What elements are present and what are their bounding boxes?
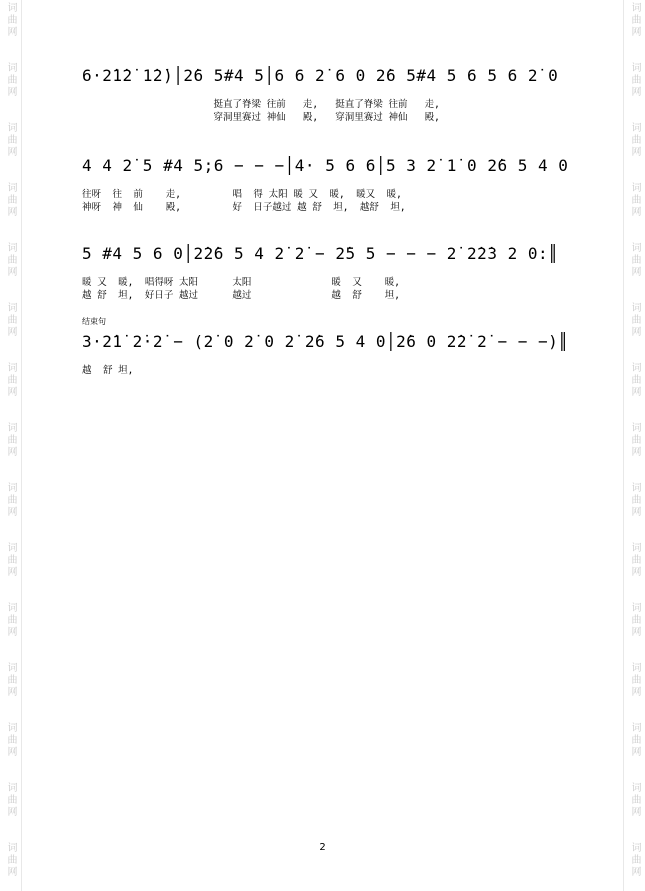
watermark-text: 词曲网 (629, 662, 640, 698)
watermark-text: 词曲网 (5, 542, 16, 578)
watermark-text: 词曲网 (5, 362, 16, 398)
left-margin-line (21, 0, 22, 891)
watermark-text: 词曲网 (5, 182, 16, 218)
watermark-text: 词曲网 (5, 602, 16, 638)
watermark-text: 词曲网 (629, 122, 640, 158)
right-watermark-strip (624, 0, 644, 891)
notation-line: 4 4 2̇ 5 #4 5;6 − − −│4· 5 6 6│5 3 2̇ 1̇ 0 2̇6 5 4 0 (82, 156, 569, 175)
watermark-text: 词曲网 (629, 722, 640, 758)
watermark-text: 词曲网 (5, 662, 16, 698)
watermark-text: 词曲网 (629, 302, 640, 338)
lyric-line-2: 越 舒 坦, 好日子 越过 越过 越 舒 坦, (82, 290, 400, 301)
watermark-text: 词曲网 (5, 242, 16, 278)
watermark-text: 词曲网 (5, 2, 16, 38)
notation-line: 5 #4 5 6 0│2̇2̇6 5 4 2̇ 2̇ − 2̇5 5 − − − 2̇ 2̇2̇3 2 0:║ (82, 244, 559, 263)
watermark-text: 词曲网 (5, 302, 16, 338)
notation-line: 6·2̇1̇2̇ 1̇2̇)│2̇6 5#4 5│6 6 2̇ 6 0 2̇6 5#4 5 6 5 6 2̇ 0 (82, 66, 559, 85)
watermark-text: 词曲网 (629, 422, 640, 458)
watermark-text: 词曲网 (5, 482, 16, 518)
watermark-text: 词曲网 (629, 602, 640, 638)
watermark-text: 词曲网 (629, 182, 640, 218)
ending-label: 结束句 (82, 317, 106, 326)
watermark-text: 词曲网 (629, 2, 640, 38)
watermark-text: 词曲网 (5, 722, 16, 758)
lyric-line-1: 往呀 往 前 走, 唱 得 太阳 暖 又 暖, 暖又 暖, (82, 189, 402, 200)
lyric-line-1: 越 舒 坦, (82, 365, 134, 376)
watermark-text: 词曲网 (629, 542, 640, 578)
lyric-line-2: 神呀 神 仙 殿, 好 日子越过 越 舒 坦, 越舒 坦, (82, 202, 406, 213)
right-margin-line (623, 0, 624, 891)
watermark-text: 词曲网 (629, 482, 640, 518)
watermark-text: 词曲网 (5, 62, 16, 98)
watermark-text: 词曲网 (629, 62, 640, 98)
notation-line: 3·2̇1̇ 2̇·2̇ − (2̇ 0 2̇ 0 2̇ 2̇6 5 4 0│2̇6 0 2̇2̇ 2̇ − − −)║ (82, 332, 569, 351)
watermark-text: 词曲网 (5, 842, 16, 878)
page-number: 2 (319, 842, 326, 853)
lyric-line-1: 暖 又 暖, 唱得呀 太阳 太阳 暖 又 暖, (82, 277, 400, 288)
watermark-text: 词曲网 (629, 782, 640, 818)
watermark-text: 词曲网 (629, 362, 640, 398)
watermark-text: 词曲网 (5, 122, 16, 158)
watermark-text: 词曲网 (629, 842, 640, 878)
lyric-line-1: 挺直了脊梁 往前 走, 挺直了脊梁 往前 走, (82, 99, 440, 110)
left-watermark-strip (0, 0, 20, 891)
watermark-text: 词曲网 (629, 242, 640, 278)
watermark-text: 词曲网 (5, 782, 16, 818)
lyric-line-2: 穿洞里赛过 神仙 殿, 穿洞里赛过 神仙 殿, (82, 112, 440, 123)
watermark-text: 词曲网 (5, 422, 16, 458)
